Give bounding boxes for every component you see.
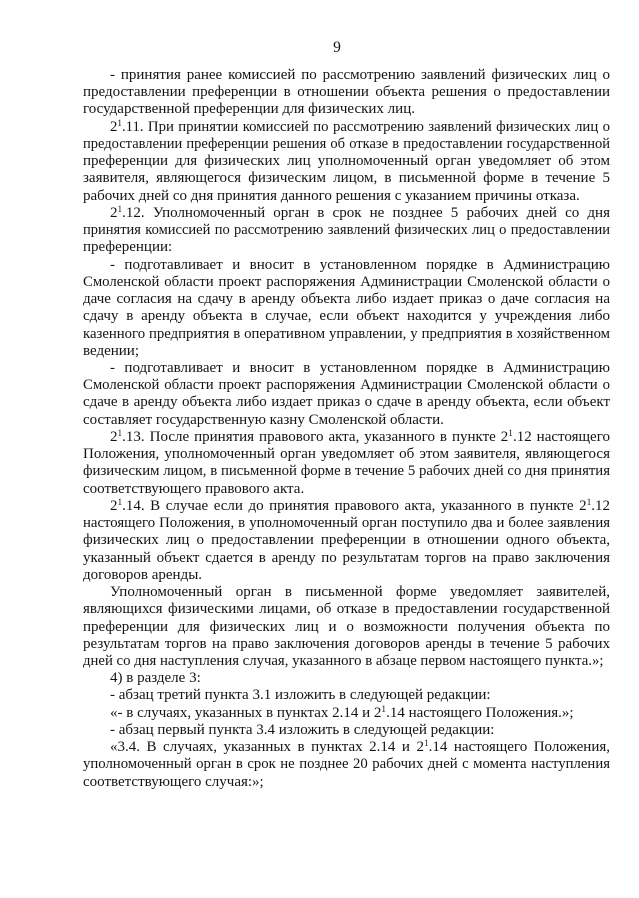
paragraph <box>83 722 610 739</box>
text-line <box>83 67 610 84</box>
text-line <box>83 653 610 670</box>
text-line <box>83 481 610 498</box>
text-line <box>83 188 610 205</box>
text-line <box>83 515 610 532</box>
text-run: .13. После принятия правового акта, указанного в пункте 2 <box>122 428 509 445</box>
text-run: Смоленской области проект распоряжения Администрации Смоленской области о <box>83 273 610 290</box>
text-line <box>83 567 610 584</box>
text-run: 2 <box>110 118 118 135</box>
text-run: Положения, уполномоченный орган уведомляет об этом заявителя, являющегося <box>83 446 610 463</box>
superscript: 1 <box>117 428 123 439</box>
document-body <box>83 67 610 791</box>
text-run: сдачу в аренду объекта в случае, если объект находится у учреждения либо <box>83 308 610 325</box>
text-line <box>83 412 610 429</box>
text-run: уполномоченный орган в срок не позднее 20 рабочих дней с момента наступления <box>83 756 610 773</box>
text-line <box>83 222 610 239</box>
text-line <box>83 291 610 308</box>
text-line <box>83 170 610 187</box>
paragraph <box>83 498 610 584</box>
text-line <box>83 239 610 256</box>
text-line <box>83 774 610 791</box>
text-line <box>83 274 610 291</box>
text-run: 2 <box>110 497 118 514</box>
text-run: .12 <box>591 497 610 514</box>
text-run: государственной преференции для физических лиц. <box>83 101 415 118</box>
superscript: 1 <box>381 704 387 715</box>
text-run: заявителя, являющегося физическим лицом, в письменной форме в течение 5 <box>83 170 610 187</box>
paragraph <box>83 119 610 205</box>
text-run: физическим лицом, в письменной форме в течение 5 рабочих дней со дня принятия <box>83 463 610 480</box>
text-line <box>83 636 610 653</box>
text-line <box>83 360 610 377</box>
superscript: 1 <box>423 739 429 750</box>
text-run: рабочих дней со дня принятия данного решения с указанием причины отказа. <box>83 187 580 204</box>
text-line <box>83 756 610 773</box>
paragraph <box>83 257 610 360</box>
text-run: дней со дня наступления случая, указанного в абзаце первом настоящего пункта.»; <box>83 652 604 669</box>
text-line <box>83 722 610 739</box>
text-run: соответствующего случая:»; <box>83 773 264 790</box>
text-run: Смоленской области проект распоряжения Администрации Смоленской области о <box>83 377 610 394</box>
text-line <box>83 343 610 360</box>
text-line <box>83 687 610 704</box>
text-run: являющихся физическими лицами, об отказе в предоставлении государственной <box>83 601 610 618</box>
text-run: предоставлении преференции решения об отказе в предоставлении государственной <box>83 135 610 152</box>
text-line <box>83 257 610 274</box>
text-line <box>83 326 610 343</box>
text-run: 4) в разделе 3: <box>110 670 201 687</box>
text-run: договоров аренды. <box>83 566 203 583</box>
superscript: 1 <box>508 428 513 439</box>
text-run: .14. В случае если до принятия правового акта, указанного в пункте 2 <box>122 497 587 514</box>
text-line <box>83 119 610 136</box>
text-run: указанный объект сдается в аренду по результатам торгов на право заключения <box>83 549 610 566</box>
paragraph <box>83 205 610 257</box>
text-run: - абзац первый пункта 3.4 изложить в следующей редакции: <box>110 721 495 738</box>
text-run: даче согласия на сдачу в аренду объекта либо издает приказ о даче согласия на <box>83 291 610 308</box>
text-line <box>83 705 610 722</box>
text-line <box>83 463 610 480</box>
text-run: - подготавливает и вносит в установленном порядке в Администрацию <box>110 256 610 273</box>
text-run: .14 настоящего Положения.»; <box>386 704 574 721</box>
text-run: .12 настоящего <box>512 428 610 445</box>
text-line <box>83 136 610 153</box>
text-line <box>83 84 610 101</box>
text-line <box>83 619 610 636</box>
paragraph <box>83 687 610 704</box>
text-line <box>83 601 610 618</box>
text-line <box>83 739 610 756</box>
text-line <box>83 498 610 515</box>
text-run: настоящего Положения, в уполномоченный орган поступило два и более заявления <box>83 515 610 532</box>
text-run: «- в случаях, указанных в пунктах 2.14 и 2 <box>110 704 382 721</box>
paragraph <box>83 429 610 498</box>
text-run: казенного предприятия в оперативном управлении, у предприятия в хозяйственном <box>83 325 610 342</box>
text-run: ведении; <box>83 342 139 359</box>
text-line <box>83 446 610 463</box>
superscript: 1 <box>117 204 123 215</box>
text-run: сдаче в аренду объекта либо издает приказ о сдаче в аренду объекта, если объект <box>83 394 610 411</box>
text-run: Уполномоченный орган в письменной форме уведомляет заявителей, <box>110 584 610 601</box>
superscript: 1 <box>117 117 122 128</box>
text-run: «3.4. В случаях, указанных в пунктах 2.14 и 2 <box>110 739 424 756</box>
text-line <box>83 532 610 549</box>
text-line <box>83 377 610 394</box>
text-run: 2 <box>110 428 118 445</box>
text-run: - абзац третий пункта 3.1 изложить в следующей редакции: <box>110 687 491 704</box>
text-run: преференции для физических лиц и о возможности получения объекта по <box>83 618 610 635</box>
text-run: - принятия ранее комиссией по рассмотрению заявлений физических лиц о <box>110 67 610 83</box>
superscript: 1 <box>117 497 123 508</box>
paragraph <box>83 360 610 429</box>
text-line <box>83 101 610 118</box>
text-run: предоставлении преференции в отношении объекта решения о предоставлении <box>83 84 610 101</box>
text-line <box>83 308 610 325</box>
text-run: преференции: <box>83 239 173 256</box>
text-run: - подготавливает и вносит в установленном порядке в Администрацию <box>110 359 610 376</box>
text-line <box>83 550 610 567</box>
text-run: 2 <box>110 204 118 221</box>
text-line <box>83 394 610 411</box>
text-run: соответствующего правового акта. <box>83 480 305 497</box>
text-run: физических лиц о предоставлении преференции в отношении одного объекта, <box>83 532 610 549</box>
paragraph <box>83 67 610 119</box>
text-line <box>83 429 610 446</box>
text-run: преференции для физических лиц уполномоченный орган уведомляет об этом <box>83 153 610 170</box>
text-run: результатам торгов на право заключения договоров аренды в течение 5 рабочих <box>83 635 610 652</box>
paragraph <box>83 584 610 670</box>
paragraph <box>83 670 610 687</box>
text-run: принятия комиссией по рассмотрению заявлений физических лиц о предоставлении <box>83 222 610 239</box>
paragraph <box>83 705 610 722</box>
text-run: .11. При принятии комиссией по рассмотрению заявлений физических лиц о <box>121 118 610 135</box>
text-line <box>83 670 610 687</box>
paragraph <box>83 739 610 791</box>
superscript: 1 <box>586 497 592 508</box>
text-line <box>83 205 610 222</box>
text-line <box>83 153 610 170</box>
page-number: 9 <box>333 39 341 56</box>
text-run: составляет государственную казну Смоленской области. <box>83 411 444 428</box>
text-run: .14 настоящего Положения, <box>428 739 611 756</box>
text-line <box>83 584 610 601</box>
text-run: .12. Уполномоченный орган в срок не позднее 5 рабочих дней со дня <box>122 204 610 221</box>
